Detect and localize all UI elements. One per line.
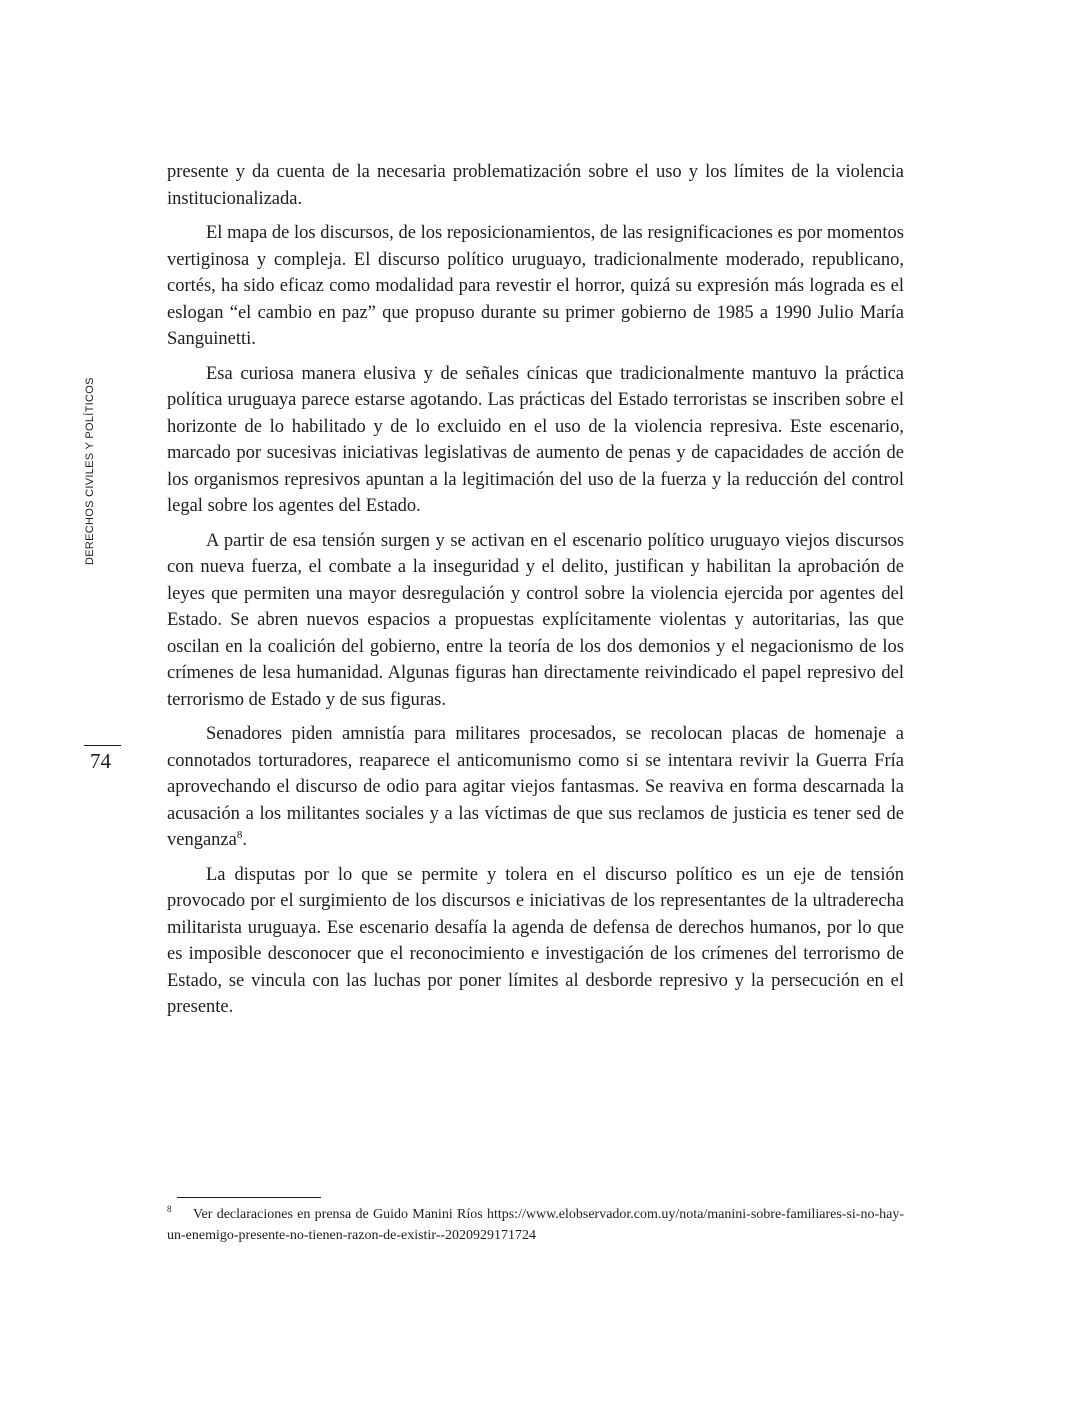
running-header: DERECHOS CIVILES Y POLÍTICOS [84, 377, 96, 565]
paragraph: A partir de esa tensión surgen y se activan en el escenario político uruguayo viejos discursos con nueva fuerza, el combate a la inseguridad y el delito, justifican y habilitan la aprobación de leyes que permiten una mayor desregulación y control sobre la violencia ejercida por agentes del Estado. Se abren nuevos espacios a propuestas explícitamente violentas y autoritarias, las que oscilan en la coalición del gobierno, entre la teoría de los dos demonios y el negacionismo de los crímenes de lesa humanidad. Algunas figuras han directamente reivindicado el papel represivo del terrorismo de Estado y de sus figuras. [167, 530, 904, 710]
paragraph: El mapa de los discursos, de los reposicionamientos, de las resignificaciones es por momentos vertiginosa y compleja. El discurso político uruguayo, tradicionalmente moderado, republicano, cortés, ha sido eficaz como modalidad para revestir el horror, quizá su expresión más lograda es el eslogan “el cambio en paz” que propuso durante su primer gobierno de 1985 a 1990 Julio María Sanguinetti. [167, 223, 904, 349]
footnote: 8 Ver declaraciones en prensa de Guido Manini Ríos https://www.elobservador.com.uy/nota/manini-sobre-familiares-si-no-hay-un-enemigo-presente-no-tienen-razon-de-existir--2020929171724 [167, 1204, 904, 1243]
page-number-rule [84, 745, 121, 746]
footnote-rule [177, 1197, 321, 1198]
paragraph: Esa curiosa manera elusiva y de señales cínicas que tradicionalmente mantuvo la práctica política uruguaya parece estarse agotando. Las prácticas del Estado terroristas se inscriben sobre el horizonte de lo habilitado y de lo excluido en el uso de la violencia represiva. Este escenario, marcado por sucesivas iniciativas legislativas de aumento de penas y de capacidades de acción de los organismos represivos apuntan a la legitimación del uso de la fuerza y la reducción del control legal sobre los agentes del Estado. [167, 363, 904, 516]
paragraph-continuation: presente y da cuenta de la necesaria problematización sobre el uso y los límites de la violencia institucionalizada. [167, 162, 904, 209]
paragraph-text-end: . [242, 830, 247, 850]
footnote-reference[interactable]: 8 [236, 828, 243, 841]
paragraph: La disputas por lo que se permite y tolera en el discurso político es un eje de tensión provocado por el surgimiento de los discursos e iniciativas de los representantes de la ultraderecha militarista uruguaya. Ese escenario desafía la agenda de defensa de derechos humanos, por lo que es imposible desconocer que el reconocimiento e investigación de los crímenes del terrorismo de Estado, se vincula con las luchas por poner límites al desborde represivo y la persecución en el presente. [167, 864, 904, 1017]
footnote-text: Ver declaraciones en prensa de Guido Manini Ríos https://www.elobservador.com.uy/nota/manini-sobre-familiares-si-no-hay-un-enemigo-presente-no-tienen-razon-de-existir--2020929171724 [167, 1207, 904, 1243]
body-text [167, 159, 904, 1029]
paragraph-with-footnote [167, 721, 904, 854]
paragraph-text: Senadores piden amnistía para militares procesados, se recolocan placas de homenaje a connotados torturadores, reaparece el anticomunismo como si se intentara revivir la Guerra Fría aprovechando el discurso de odio para agitar viejos fantasmas. Se reaviva en forma descarnada la acusación a los militantes sociales y a las víctimas de que sus reclamos de justicia es tener sed de venganza [167, 724, 904, 850]
page-number: 74 [90, 749, 111, 773]
